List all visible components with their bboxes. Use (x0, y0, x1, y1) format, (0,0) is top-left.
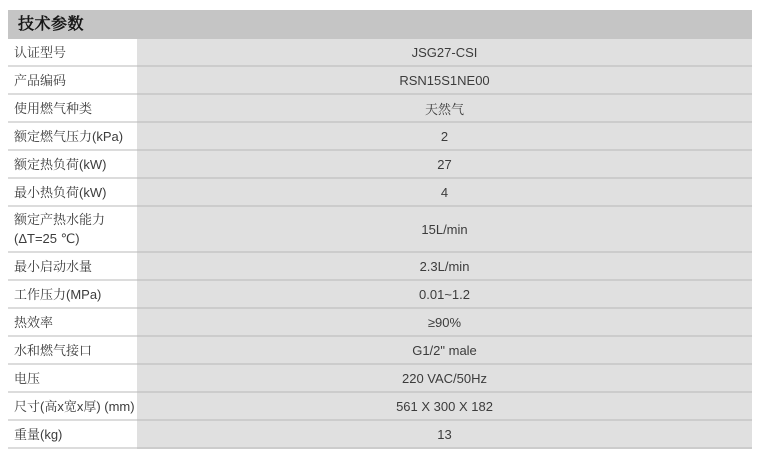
table-row (8, 39, 752, 67)
spec-value-cell: G1/2" male (137, 337, 752, 365)
spec-label-text: 认证型号 (14, 44, 67, 60)
spec-label-text: 使用燃气种类 (14, 100, 93, 116)
spec-table-rows (8, 39, 752, 449)
spec-label-text: 水和燃气接口 (14, 342, 93, 358)
spec-label-text: 产品编码 (14, 72, 67, 88)
spec-value-cell: 27 (137, 151, 752, 179)
spec-value-cell: 2.3L/min (137, 253, 752, 281)
spec-label-cell (8, 253, 137, 281)
spec-label-text: 额定热负荷(kW) (14, 156, 107, 172)
table-row (8, 337, 752, 365)
spec-label-text: 额定产热水能力 (14, 212, 106, 227)
spec-label-text: 重量(kg) (14, 426, 63, 442)
spec-label-cell (8, 281, 137, 309)
spec-label-cell (8, 123, 137, 151)
spec-label-text: 额定燃气压力(kPa) (14, 128, 124, 144)
table-row (8, 67, 752, 95)
table-row (8, 123, 752, 151)
spec-value-cell: 15L/min (137, 207, 752, 253)
spec-value-cell: 561 X 300 X 182 (137, 393, 752, 421)
table-row (8, 253, 752, 281)
spec-value-cell: 天然气 (137, 95, 752, 123)
table-row (8, 281, 752, 309)
table-row (8, 179, 752, 207)
spec-value-cell: 220 VAC/50Hz (137, 365, 752, 393)
spec-label-cell (8, 365, 137, 393)
spec-value-cell: 4 (137, 179, 752, 207)
spec-label-cell (8, 151, 137, 179)
spec-label-cell (8, 309, 137, 337)
spec-label-cell (8, 207, 137, 253)
table-row (8, 207, 752, 253)
spec-label-cell (8, 39, 137, 67)
spec-label-text: 尺寸(高x宽x厚) (mm) (14, 398, 135, 414)
spec-table (8, 10, 752, 449)
spec-label-text: 电压 (14, 370, 41, 386)
spec-value-cell: 2 (137, 123, 752, 151)
table-row (8, 95, 752, 123)
spec-label-text: 热效率 (14, 314, 54, 330)
table-row (8, 365, 752, 393)
spec-value-cell: JSG27-CSI (137, 39, 752, 67)
spec-label-text: 工作压力(MPa) (14, 286, 102, 302)
spec-label-cell (8, 95, 137, 123)
spec-label-text: 最小启动水量 (14, 258, 93, 274)
spec-label-cell (8, 421, 137, 449)
spec-label-cell (8, 337, 137, 365)
spec-value-cell: RSN15S1NE00 (137, 67, 752, 95)
spec-label-text-line2: (ΔT=25 ℃) (14, 231, 80, 246)
spec-label-cell (8, 393, 137, 421)
spec-label-text: 最小热负荷(kW) (14, 184, 107, 200)
table-row (8, 151, 752, 179)
spec-label-cell (8, 179, 137, 207)
spec-value-cell: 0.01~1.2 (137, 281, 752, 309)
table-row (8, 421, 752, 449)
spec-table-title: 技术参数 (8, 10, 752, 39)
spec-value-cell: ≥90% (137, 309, 752, 337)
spec-value-cell: 13 (137, 421, 752, 449)
spec-label-cell (8, 67, 137, 95)
table-row (8, 309, 752, 337)
table-row (8, 393, 752, 421)
